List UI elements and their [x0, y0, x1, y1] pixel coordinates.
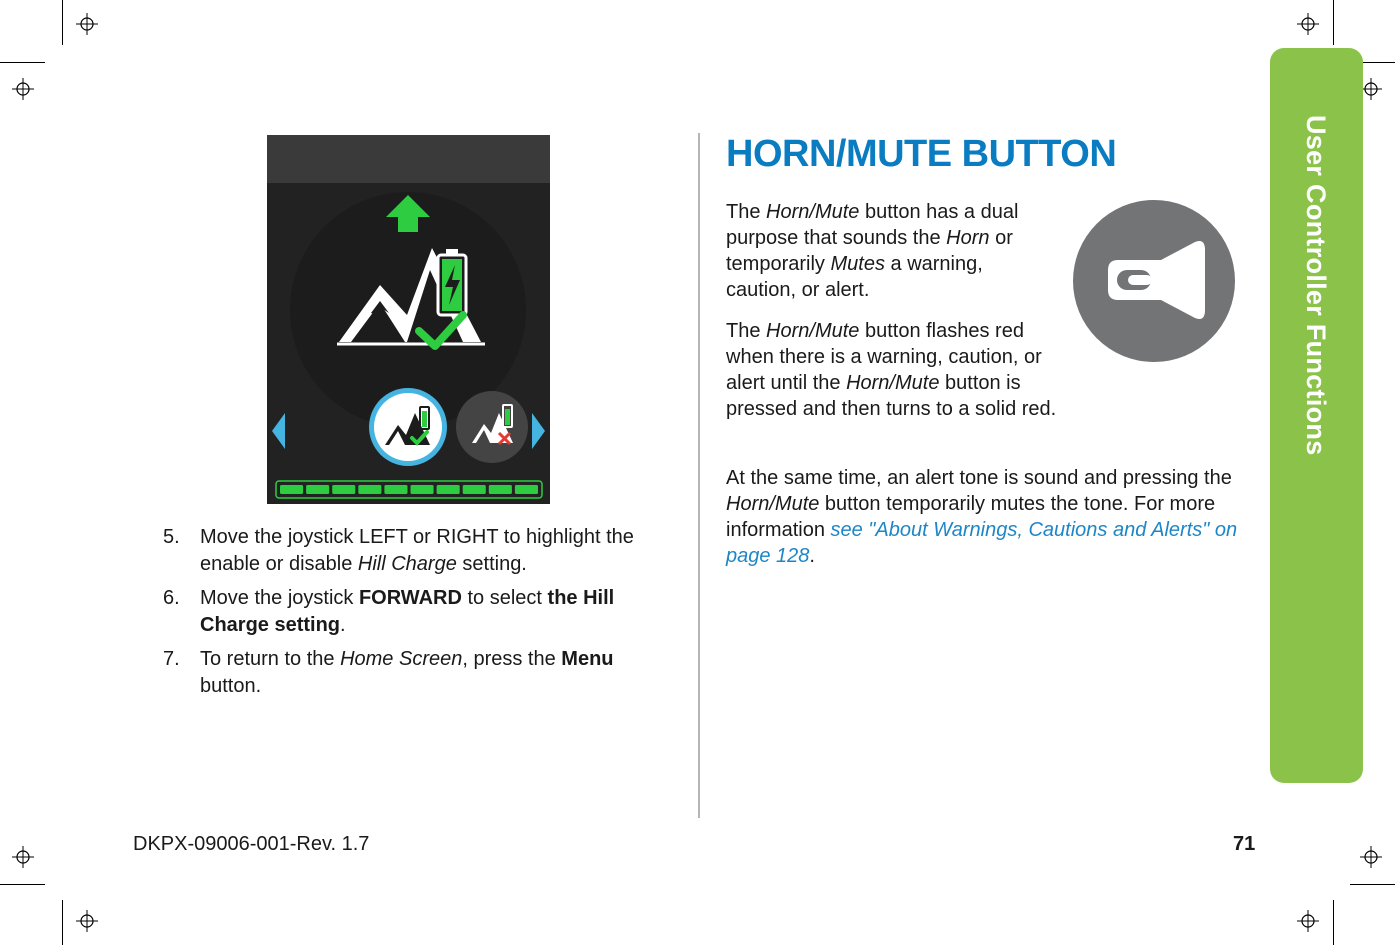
text: . — [809, 545, 815, 567]
step-text: button. — [200, 675, 262, 697]
battery-progress-bar — [276, 481, 542, 498]
registration-mark-icon — [76, 910, 98, 932]
text: Horn/Mute — [766, 320, 860, 342]
text: Mutes — [830, 253, 885, 275]
hill-charge-disabled-option-icon[interactable] — [456, 391, 528, 463]
text: Horn/Mute — [846, 372, 940, 394]
column-divider — [698, 133, 700, 818]
progress-segment — [411, 485, 434, 494]
step-text: . — [340, 614, 346, 636]
progress-segment — [384, 485, 407, 494]
crop-mark — [1333, 900, 1334, 945]
step-text: to select — [461, 587, 548, 609]
text: a warning, caution, or alert. — [726, 253, 983, 301]
crop-mark — [0, 884, 45, 885]
step-text: Move the joystick — [200, 587, 359, 609]
list-item — [163, 646, 663, 700]
right-arrow-icon[interactable] — [532, 413, 545, 449]
text: Horn — [946, 227, 990, 249]
registration-mark-icon — [76, 13, 98, 35]
cross-reference-link[interactable]: see "About Warnings, Cautions and Alerts" on page 128 — [726, 519, 1238, 567]
step-number: 5. — [163, 526, 180, 548]
body-paragraph — [726, 465, 1254, 569]
progress-segment — [515, 485, 538, 494]
registration-mark-icon — [12, 846, 34, 868]
document-id: DKPX-09006-001-Rev. 1.7 — [133, 833, 370, 855]
page-number: 71 — [1233, 833, 1256, 855]
text: button flashes red when there is a warning, caution, or alert until the — [726, 320, 1042, 394]
text: At the same time, an alert tone is sound and pressing the — [726, 467, 1232, 489]
text: The — [726, 201, 767, 223]
step-text: , press the — [462, 648, 562, 670]
text: Horn/Mute — [726, 493, 820, 515]
step-text: Move the joystick LEFT or RIGHT to highlight the enable or disable — [200, 526, 634, 575]
body-paragraph — [726, 199, 1056, 303]
text: button temporarily mutes the tone. For more information — [726, 493, 1216, 541]
crop-mark — [1350, 884, 1395, 885]
horn-icon — [1073, 200, 1235, 362]
progress-segment — [489, 485, 512, 494]
instruction-steps — [163, 524, 663, 707]
progress-segment — [306, 485, 329, 494]
step-text: Menu — [561, 648, 614, 670]
list-item — [163, 524, 663, 578]
progress-segment — [358, 485, 381, 494]
crop-mark — [1333, 0, 1334, 45]
controller-screen-image — [267, 135, 550, 504]
step-number: 6. — [163, 587, 180, 609]
left-arrow-icon[interactable] — [272, 413, 285, 449]
step-text: To return to the — [200, 648, 341, 670]
progress-segment — [463, 485, 486, 494]
text: button is pressed and then turns to a solid red. — [726, 372, 1057, 420]
progress-segment — [280, 485, 303, 494]
section-title: HORN/MUTE BUTTON — [726, 133, 1117, 175]
hill-charge-enabled-option-icon[interactable] — [369, 388, 447, 466]
text: or temporarily — [726, 227, 1013, 275]
horn-mute-button-image — [1073, 200, 1235, 362]
registration-mark-icon — [1297, 910, 1319, 932]
registration-mark-icon — [12, 78, 34, 100]
step-text: setting. — [456, 553, 527, 575]
progress-segment — [332, 485, 355, 494]
crop-mark — [0, 62, 45, 63]
step-number: 7. — [163, 648, 180, 670]
registration-mark-icon — [1360, 78, 1382, 100]
text: button has a dual purpose that sounds the — [726, 201, 1019, 249]
step-text: Hill Charge — [357, 553, 457, 575]
crop-mark — [62, 900, 63, 945]
crop-mark — [62, 0, 63, 45]
step-text: the Hill Charge setting — [200, 587, 615, 636]
step-text: Home Screen — [340, 648, 463, 670]
step-text: FORWARD — [358, 587, 462, 609]
registration-mark-icon — [1360, 846, 1382, 868]
text: Horn/Mute — [766, 201, 860, 223]
progress-segment — [437, 485, 460, 494]
registration-mark-icon — [1297, 13, 1319, 35]
section-tab-label: User Controller Functions — [1301, 115, 1331, 456]
text: The — [726, 320, 767, 342]
list-item — [163, 585, 663, 639]
